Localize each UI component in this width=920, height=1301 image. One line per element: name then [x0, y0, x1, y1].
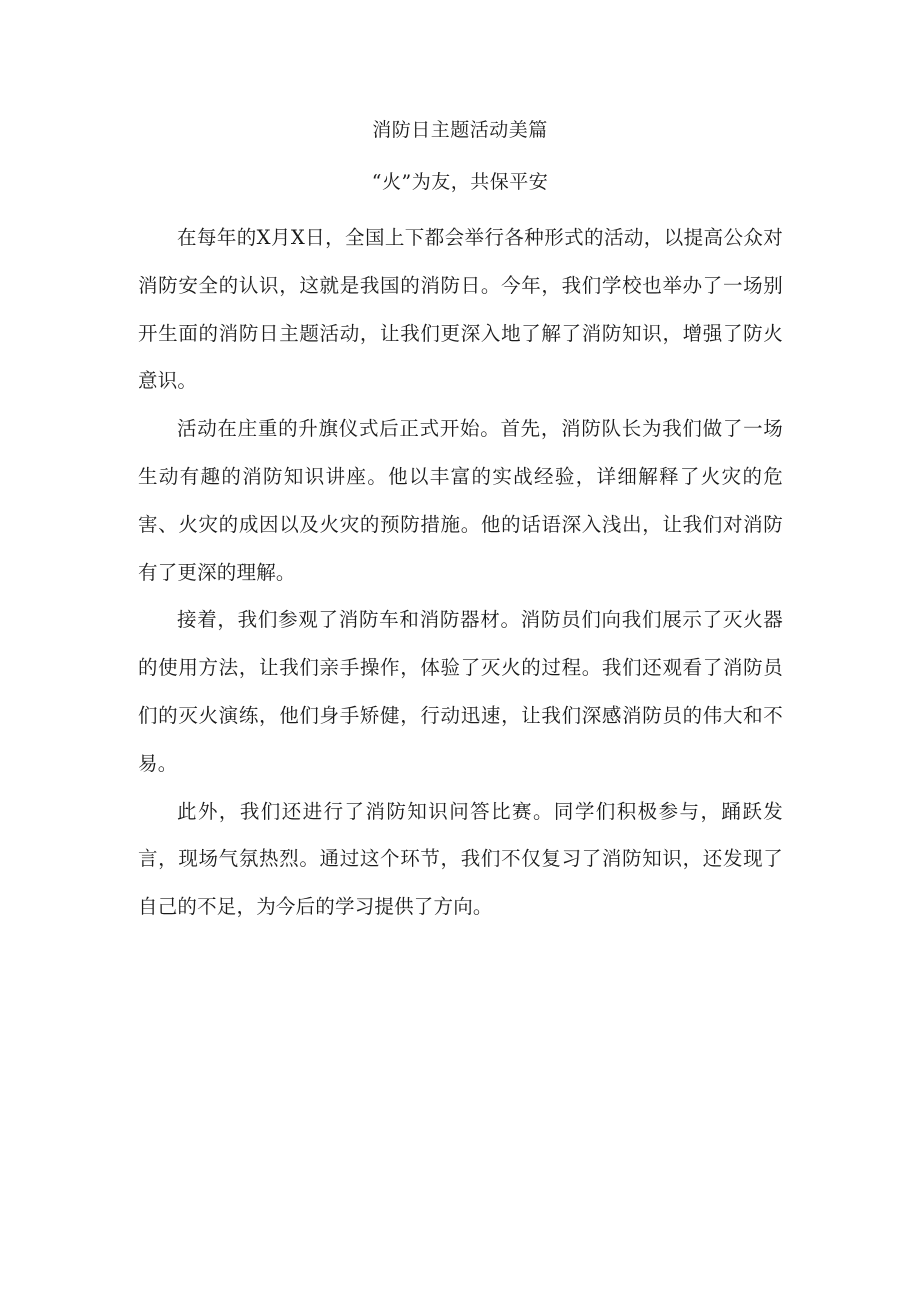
document-title: 消防日主题活动美篇 [372, 119, 548, 141]
paragraph-intro: 在每年的X月X日，全国上下都会举行各种形式的活动，以提高公众对消防安全的认识，这就是我国的消防日。今年，我们学校也举办了一场别开生面的消防日主题活动，让我们更深入地了解了消防知识，增强了防火意识。 [138, 226, 783, 393]
paragraph-lecture: 活动在庄重的升旗仪式后正式开始。首先，消防队长为我们做了一场生动有趣的消防知识讲座。他以丰富的实战经验，详细解释了火灾的危害、火灾的成因以及火灾的预防措施。他的话语深入浅出，让我们对消防有了更深的理解。 [138, 417, 783, 584]
paragraph-quiz: 此外，我们还进行了消防知识问答比赛。同学们积极参与，踊跃发言，现场气氛热烈。通过这个环节，我们不仅复习了消防知识，还发现了自己的不足，为今后的学习提供了方向。 [138, 799, 783, 919]
document-subtitle: “火”为友，共保平安 [371, 171, 549, 193]
document-body [138, 214, 783, 931]
paragraph-visit: 接着，我们参观了消防车和消防器材。消防员们向我们展示了灭火器的使用方法，让我们亲手操作，体验了灭火的过程。我们还观看了消防员们的灭火演练，他们身手矫健，行动迅速，让我们深感消防员的伟大和不易。 [138, 608, 783, 775]
